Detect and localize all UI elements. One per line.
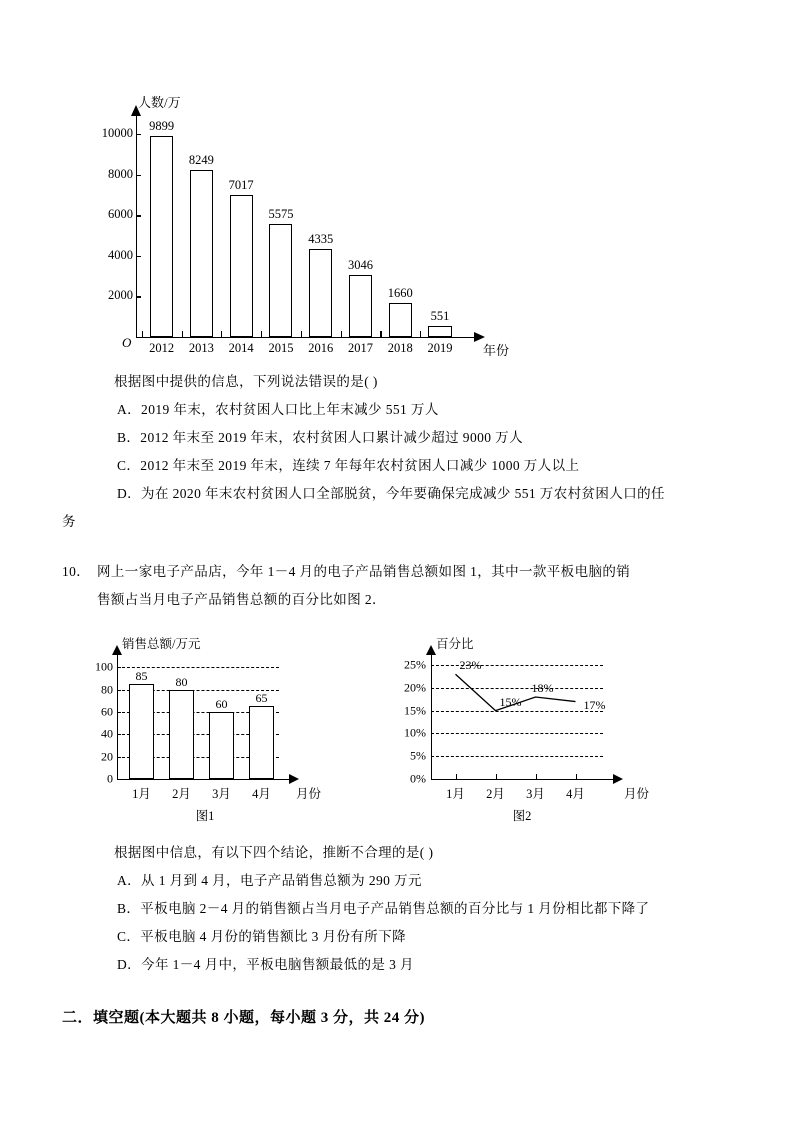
chart1-y-tick-text: 2000 (108, 288, 133, 303)
chartA-figure-number: 图1 (195, 809, 215, 823)
chartA-y-tick-mark (117, 779, 121, 780)
chart1-bar-value-label: 551 (430, 308, 450, 323)
chartB-y-tick-label: 20% (404, 680, 426, 695)
chart1-x-axis (136, 337, 476, 338)
chartB-x-tick-mark (456, 774, 457, 779)
chart1-bar-value-label: 8249 (188, 152, 214, 167)
question10-stem-line1: 网上一家电子产品店，今年 1－4 月的电子产品销售总额如图 1，其中一款平板电脑的销 (97, 564, 631, 579)
chart1-bar-value-label: 9899 (149, 119, 175, 134)
tablet-percentage-line-chart (392, 634, 692, 823)
poverty-population-bar-chart (100, 92, 520, 362)
chart1-y-tick-text: 8000 (108, 166, 133, 181)
chartA-bar (129, 684, 154, 779)
chartA-bar-value-label: 65 (255, 691, 268, 706)
chartB-y-tick-label: 0% (410, 771, 426, 786)
question9-option-d[interactable]: D．为在 2020 年末农村贫困人口全部脱贫，今年要确保完成减少 551 万农村贫困人口的任 (117, 486, 665, 501)
sales-total-bar-chart (95, 634, 390, 823)
chart1-bar-value-label: 4335 (308, 232, 334, 247)
chartA-y-tick-label: 80 (101, 682, 113, 697)
chart1-x-tick-label: 2017 (347, 341, 373, 355)
chart1-bar-value-label: 1660 (387, 286, 413, 301)
chart1-x-tick-label: 2013 (188, 341, 214, 355)
chartA-y-axis (117, 654, 118, 779)
chart1-x-tick-label: 2016 (308, 341, 334, 355)
question9-option-d-continuation: 务 (62, 514, 76, 529)
chartA-x-axis (117, 779, 292, 780)
chartB-gridline (431, 665, 603, 666)
chartA-y-tick-mark (117, 667, 121, 668)
chartB-y-tick-label: 15% (404, 703, 426, 718)
chartB-x-tick-mark (576, 774, 577, 779)
chart1-x-tick-mark (182, 331, 183, 337)
chartB-y-tick-label: 25% (404, 657, 426, 672)
chartB-gridline (431, 711, 603, 712)
question10-number: 10． (62, 564, 91, 579)
chartA-y-tick-label: 20 (101, 749, 113, 764)
chartA-y-tick-label: 40 (101, 726, 113, 741)
chart1-x-tick-mark (142, 331, 143, 337)
chart1-x-tick-mark (301, 331, 302, 337)
chartA-bar-value-label: 85 (135, 668, 148, 683)
section-header-fill-in-blank: 二．填空题(本大题共 8 小题，每小题 3 分，共 24 分) (62, 1010, 425, 1026)
chartA-bar (209, 712, 234, 779)
chart1-bar-value-label: 3046 (347, 258, 373, 273)
chart1-x-tick-label: 2015 (268, 341, 294, 355)
chartB-figure-number: 图2 (512, 809, 532, 823)
question10-stem-line2: 售额占当月电子产品销售总额的百分比如图 2． (97, 592, 386, 607)
chartA-y-tick-label: 0 (107, 771, 113, 786)
chartB-y-axis (431, 654, 432, 779)
chartA-x-tick-label: 1月 (132, 787, 151, 801)
chartA-bar-value-label: 60 (215, 696, 228, 711)
chartA-y-tick-mark (117, 712, 121, 713)
chart1-x-tick-label: 2018 (387, 341, 413, 355)
chart1-x-tick-mark (420, 331, 421, 337)
chart1-bar (269, 224, 292, 337)
chart1-bar (230, 195, 253, 337)
chartB-x-tick-label: 3月 (526, 787, 545, 801)
chartB-y-axis-title: 百分比 (436, 637, 474, 651)
chartB-x-tick-mark (496, 774, 497, 779)
chart1-bar-group (137, 114, 477, 337)
chart1-x-tick-mark (221, 331, 222, 337)
chartB-point-value-label: 23% (459, 658, 482, 673)
chart1-x-tick-label: 2014 (228, 341, 254, 355)
chart1-x-axis-title: 年份 (483, 343, 510, 358)
chart1-bar-value-label: 7017 (228, 177, 254, 192)
chartB-point-value-label: 17% (583, 697, 606, 712)
chart1-y-tick-text: 10000 (101, 126, 133, 141)
chart1-origin-label: O (122, 335, 132, 350)
chartB-x-tick-label: 1月 (446, 787, 465, 801)
question9-option-c[interactable]: C．2012 年末至 2019 年末，连续 7 年每年农村贫困人口减少 1000 万人以上 (117, 458, 580, 473)
chartA-y-tick-mark (117, 734, 121, 735)
chartB-point-value-label: 15% (499, 694, 522, 709)
chart1-bar (150, 136, 173, 337)
chart1-bar (349, 275, 372, 337)
chartB-point-value-label: 18% (531, 681, 554, 695)
chart1-x-tick-mark (380, 331, 381, 337)
chart1-bar (309, 249, 332, 337)
chartB-x-axis-arrow (613, 774, 623, 784)
chartA-y-tick-label: 60 (101, 704, 113, 719)
question10-option-d[interactable]: D．今年 1－4 月中，平板电脑售额最低的是 3 月 (117, 957, 414, 972)
chart1-x-tick-mark (341, 331, 342, 337)
chartB-x-axis-title: 月份 (624, 787, 650, 801)
chartB-gridline (431, 688, 603, 689)
chartB-x-axis (431, 779, 616, 780)
chartA-x-tick-label: 4月 (252, 787, 271, 801)
chart1-y-tick-text: 4000 (108, 247, 133, 262)
question9-prompt: 根据图中提供的信息，下列说法错误的是( ) (114, 374, 378, 389)
chartA-y-axis-title: 销售总额/万元 (122, 637, 201, 651)
chartB-y-tick-label: 10% (404, 725, 426, 740)
question10-option-c[interactable]: C．平板电脑 4 月份的销售额比 3 月份有所下降 (117, 929, 407, 944)
chartA-x-tick-label: 2月 (172, 787, 191, 801)
chartB-x-tick-label: 2月 (486, 787, 505, 801)
chartA-y-tick-mark (117, 757, 121, 758)
question10-prompt: 根据图中信息，有以下四个结论，推断不合理的是( ) (114, 845, 434, 860)
chartB-y-tick-label: 5% (410, 748, 426, 763)
question10-option-b[interactable]: B．平板电脑 2－4 月的销售额占当月电子产品销售总额的百分比与 1 月份相比都下降了 (117, 901, 650, 916)
chartA-y-tick-label: 100 (95, 659, 113, 674)
question9-option-b[interactable]: B．2012 年末至 2019 年末，农村贫困人口累计减少超过 9000 万人 (117, 430, 523, 445)
chart1-y-tick-text: 6000 (108, 207, 133, 222)
question9-option-a[interactable]: A．2019 年末，农村贫困人口比上年末减少 551 万人 (117, 402, 439, 417)
question10-option-a[interactable]: A．从 1 月到 4 月，电子产品销售总额为 290 万元 (117, 873, 422, 888)
chartB-x-tick-label: 4月 (566, 787, 585, 801)
chartA-bar (169, 690, 194, 779)
chartA-y-tick-mark (117, 690, 121, 691)
chartB-x-tick-mark (536, 774, 537, 779)
chartA-x-axis-arrow (289, 774, 299, 784)
chart1-bar (389, 303, 412, 337)
chartB-gridline (431, 756, 603, 757)
chartA-x-tick-label: 3月 (212, 787, 231, 801)
chart1-x-tick-label: 2012 (149, 341, 175, 355)
chart1-x-tick-mark (261, 331, 262, 337)
chartA-x-axis-title: 月份 (296, 787, 322, 801)
chartB-gridline (431, 733, 603, 734)
chart1-x-tick-label: 2019 (427, 341, 453, 355)
chartA-bar (249, 706, 274, 779)
chart1-y-axis-title: 人数/万 (138, 95, 181, 110)
chart1-bar (190, 170, 213, 337)
chart1-bar (428, 326, 451, 337)
chartA-bar-value-label: 80 (175, 674, 188, 689)
chart1-bar-value-label: 5575 (268, 206, 294, 221)
